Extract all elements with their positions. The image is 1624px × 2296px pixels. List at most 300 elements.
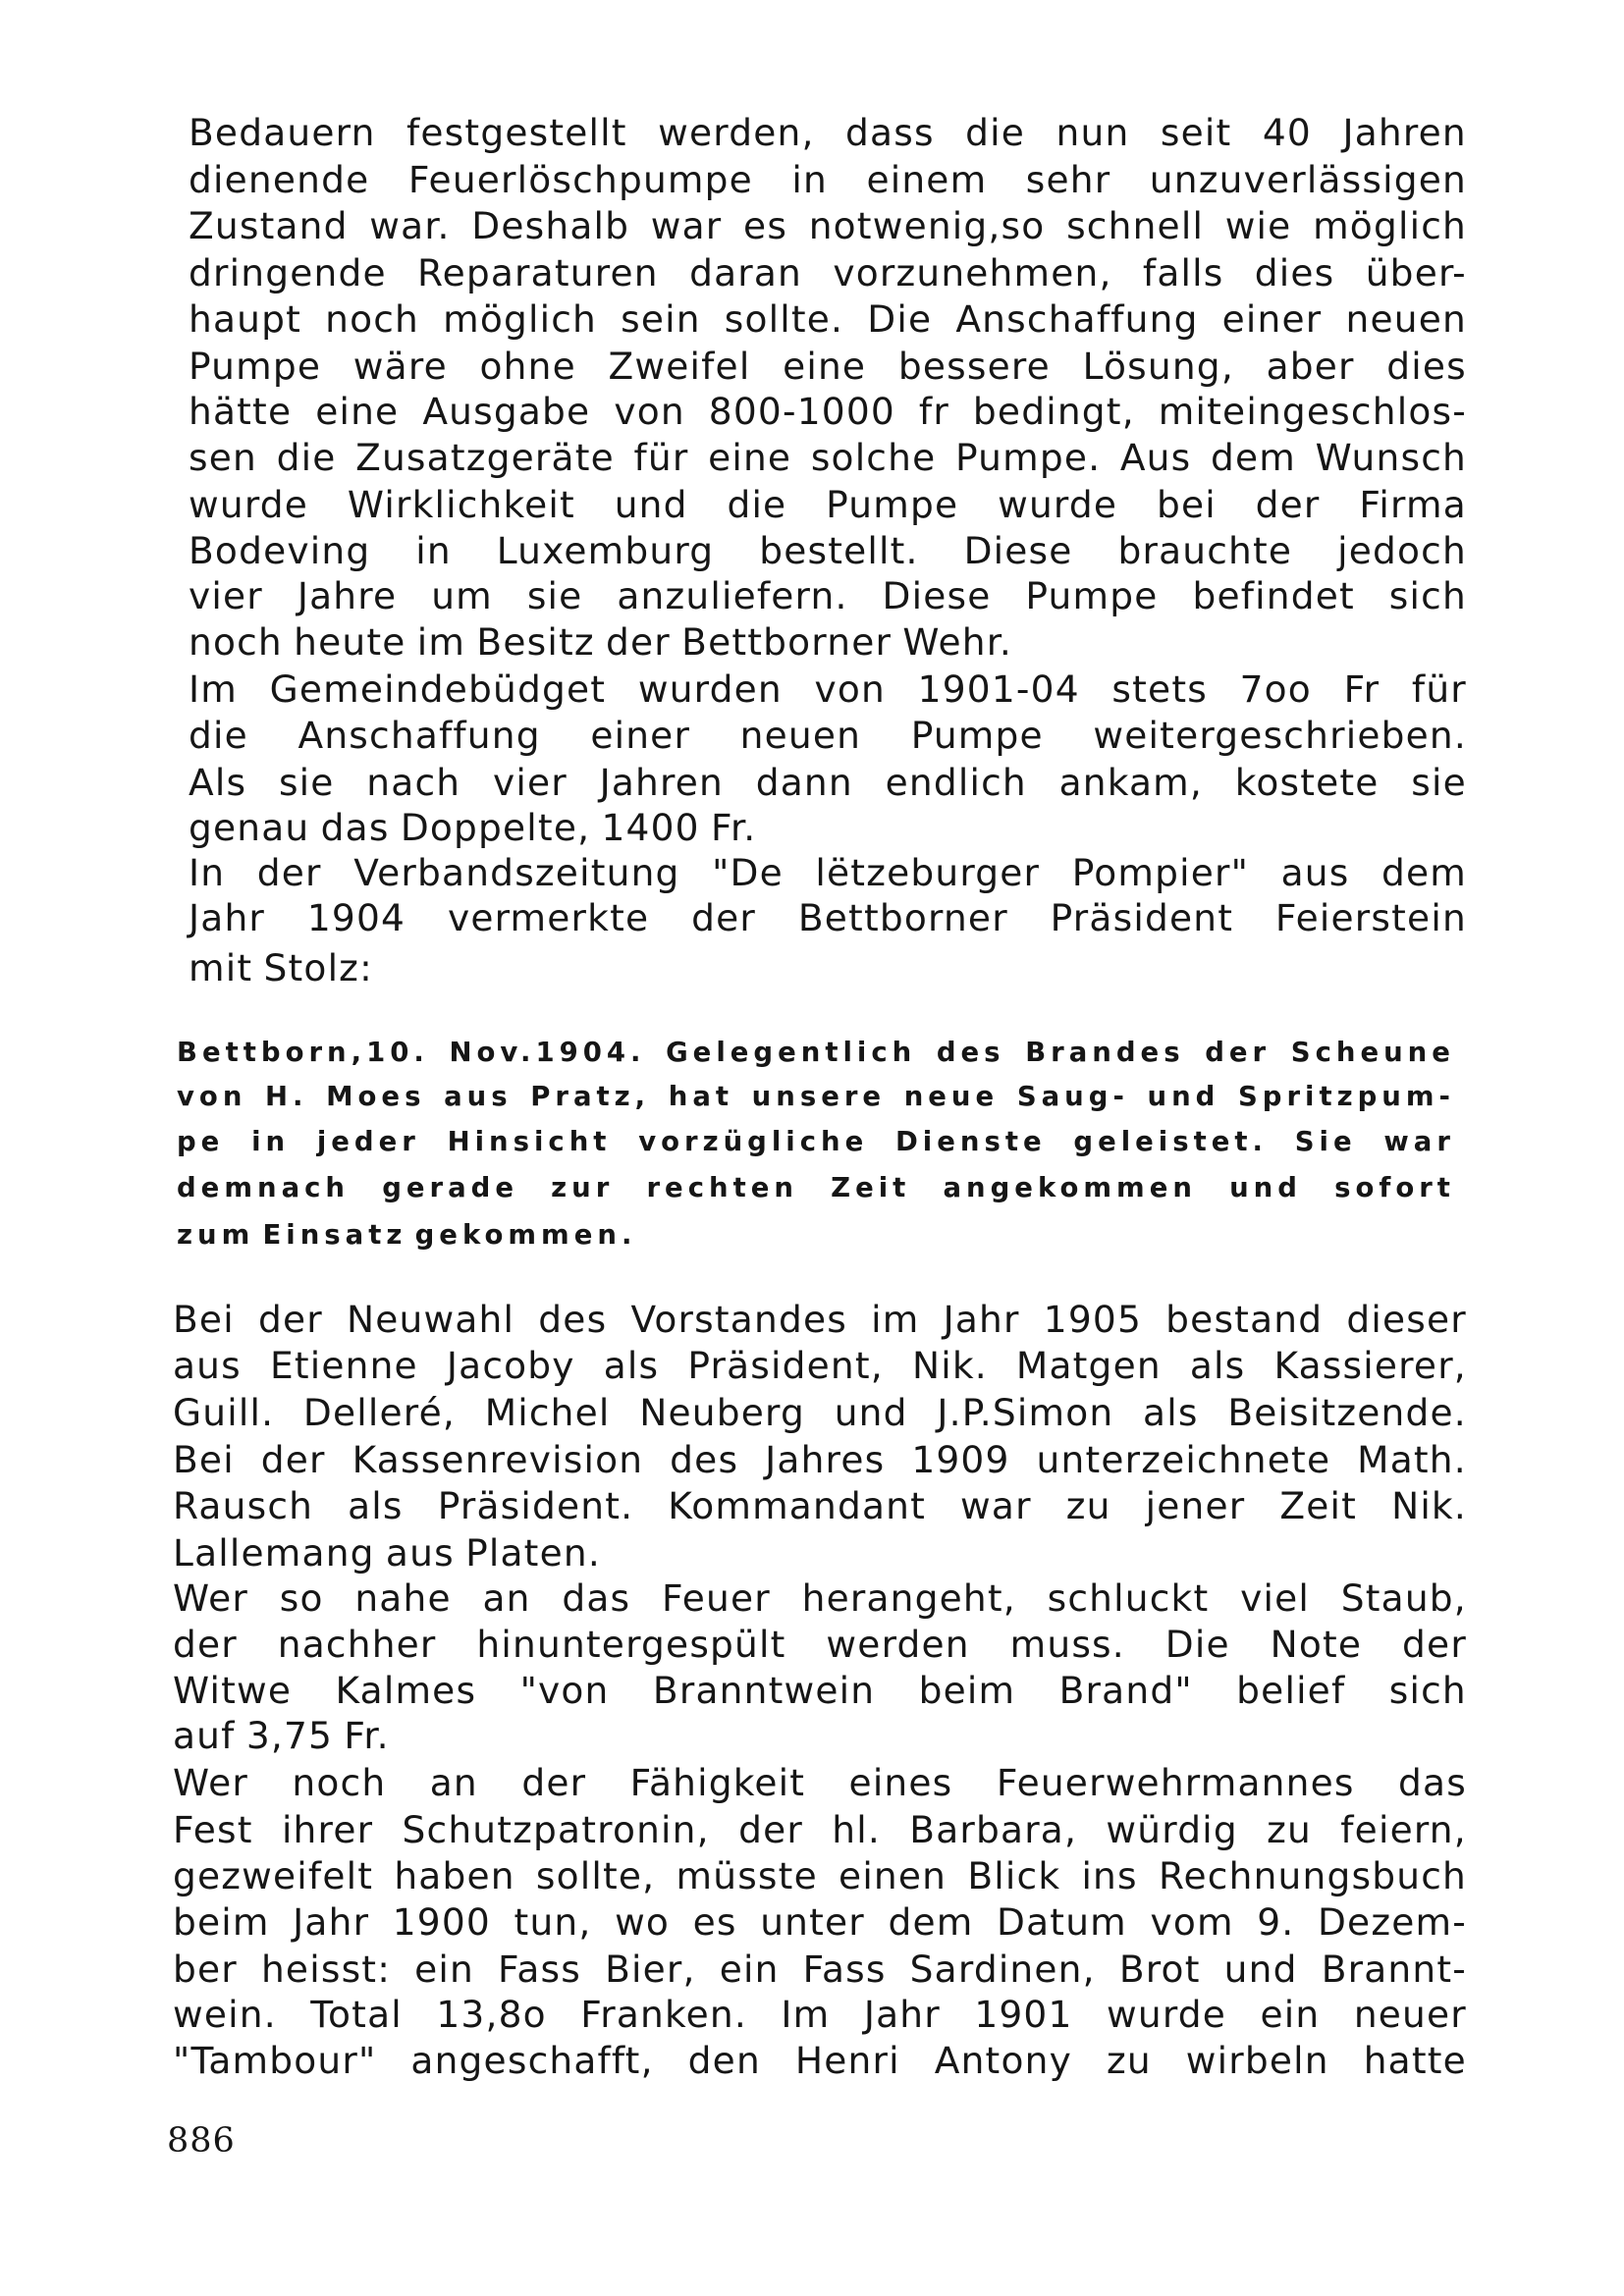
word: Nik. xyxy=(911,1344,988,1387)
word: jener xyxy=(1145,1484,1246,1527)
word: dringende xyxy=(189,251,387,294)
word: wie xyxy=(1224,204,1292,247)
word: falls xyxy=(1142,251,1224,294)
word: Neuwahl xyxy=(347,1298,515,1341)
word: bei xyxy=(1156,483,1217,526)
word: 1905 xyxy=(1043,1298,1143,1341)
word: war. xyxy=(369,204,451,247)
word: belief xyxy=(1236,1669,1346,1712)
word: weitergeschrieben. xyxy=(1093,714,1467,757)
word: einen xyxy=(839,1854,947,1897)
word: Fr xyxy=(1343,667,1380,711)
word: des xyxy=(936,1037,1005,1068)
word: H. xyxy=(265,1081,308,1112)
text-line xyxy=(173,1576,1467,1620)
word: Zusatzgeräte xyxy=(355,436,615,479)
text-line xyxy=(189,158,1467,201)
word: Reparaturen xyxy=(417,251,659,294)
word: an xyxy=(482,1576,531,1620)
word: als xyxy=(1189,1344,1246,1387)
word: und xyxy=(1147,1081,1220,1112)
word: nahe xyxy=(354,1576,452,1620)
word: ins xyxy=(1081,1854,1138,1897)
word: Branntwein xyxy=(652,1669,876,1712)
word: Sie xyxy=(1294,1126,1357,1157)
word: Brand" xyxy=(1058,1669,1193,1712)
word: hätte xyxy=(189,390,293,433)
text-line xyxy=(189,620,1467,664)
quote-line xyxy=(177,1219,1455,1251)
word: an xyxy=(429,1761,478,1804)
page-number: 886 xyxy=(167,2121,236,2161)
quote-line xyxy=(177,1081,1455,1112)
word: Note xyxy=(1270,1623,1363,1666)
word: Pumpe xyxy=(189,345,322,388)
word: der xyxy=(1205,1037,1272,1068)
word: neuer xyxy=(1353,1993,1467,2036)
word: Firma xyxy=(1359,483,1467,526)
word: herangeht, xyxy=(801,1576,1016,1620)
word: Jahr xyxy=(943,1298,1020,1341)
word: im xyxy=(871,1298,920,1341)
word: Barbara, xyxy=(909,1808,1078,1851)
word: nachher xyxy=(277,1623,437,1666)
word: dieser xyxy=(1346,1298,1467,1341)
word: Moes xyxy=(326,1081,426,1112)
word: Lösung, xyxy=(1082,345,1234,388)
word: wurde xyxy=(1107,1993,1227,2036)
word: des xyxy=(538,1298,608,1341)
word: demnach xyxy=(177,1172,351,1203)
word: über- xyxy=(1365,251,1467,294)
word: unter xyxy=(760,1900,865,1944)
word: Pratz, xyxy=(530,1081,651,1112)
word: Nov.1904. xyxy=(449,1037,646,1068)
text-line xyxy=(189,851,1467,894)
word: als xyxy=(603,1344,660,1387)
word: Guill. xyxy=(173,1391,275,1434)
word: Brannt- xyxy=(1321,1948,1467,1991)
word: Lallemang xyxy=(173,1531,375,1575)
word: Jahren xyxy=(1342,111,1467,154)
word: ein xyxy=(1260,1993,1321,2036)
quote-line xyxy=(177,1126,1455,1157)
word: vermerkte xyxy=(447,896,650,939)
word: notwenig,so xyxy=(808,204,1046,247)
word: Kommandant xyxy=(668,1484,927,1527)
word: zum xyxy=(177,1219,255,1251)
word: Fest xyxy=(173,1808,253,1851)
text-line xyxy=(189,436,1467,479)
word: Jahr xyxy=(293,1900,370,1944)
word: 13,8o xyxy=(436,1993,547,2036)
word: von xyxy=(614,390,685,433)
text-line xyxy=(173,1669,1467,1712)
word: gerade xyxy=(382,1172,518,1203)
word: Gelegentlich xyxy=(666,1037,917,1068)
word: ein xyxy=(414,1948,474,1991)
word: sein xyxy=(621,297,701,341)
word: die xyxy=(189,714,248,757)
word: feiern, xyxy=(1340,1808,1467,1851)
word: einer xyxy=(1221,297,1323,341)
word: unsere xyxy=(751,1081,887,1112)
text-line xyxy=(173,1391,1467,1434)
word: wo xyxy=(615,1900,671,1944)
word: die xyxy=(276,436,337,479)
word: sen xyxy=(189,436,257,479)
word: jedoch xyxy=(1337,529,1467,572)
word: Total xyxy=(310,1993,403,2036)
word: im xyxy=(416,620,466,664)
word: um xyxy=(431,574,493,617)
word: der xyxy=(256,851,322,894)
word: Bedauern xyxy=(189,111,376,154)
word: aus xyxy=(173,1344,242,1387)
word: Präsident. xyxy=(437,1484,634,1527)
text-line xyxy=(189,714,1467,757)
word: Blick xyxy=(967,1854,1061,1897)
word: Vorstandes xyxy=(630,1298,847,1341)
word: mit xyxy=(189,946,253,989)
word: für xyxy=(1411,667,1467,711)
word: einem xyxy=(866,158,988,201)
word: wäre xyxy=(352,345,448,388)
word: anzuliefern. xyxy=(617,574,848,617)
word: vier xyxy=(189,574,263,617)
word: In xyxy=(189,851,226,894)
word: pe xyxy=(177,1126,225,1157)
word: Pumpe xyxy=(910,714,1044,757)
text-line xyxy=(189,806,1467,849)
text-line xyxy=(173,1344,1467,1387)
text-line xyxy=(189,667,1467,711)
word: befindet xyxy=(1192,574,1355,617)
word: in xyxy=(791,158,828,201)
word: der xyxy=(260,1438,326,1481)
word: der xyxy=(606,620,671,664)
word: ein xyxy=(719,1948,780,1991)
word: Diese xyxy=(882,574,992,617)
word: Etienne xyxy=(269,1344,418,1387)
word: unzuverlässigen xyxy=(1149,158,1467,201)
word: Henri xyxy=(794,2039,900,2082)
word: Kassenrevision xyxy=(352,1438,644,1481)
word: den xyxy=(687,2039,761,2082)
word: daran xyxy=(689,251,803,294)
word: ankam, xyxy=(1058,761,1204,804)
word: neue xyxy=(903,1081,1000,1112)
word: Jahres xyxy=(765,1438,886,1481)
word: in xyxy=(415,529,452,572)
word: Datum xyxy=(997,1900,1127,1944)
word: eines xyxy=(848,1761,953,1804)
text-line xyxy=(189,761,1467,804)
word: Diese xyxy=(963,529,1073,572)
text-line xyxy=(173,1854,1467,1897)
word: die xyxy=(727,483,787,526)
word: Bettborn,10. xyxy=(177,1037,429,1068)
word: 40 xyxy=(1262,111,1312,154)
word: für xyxy=(633,436,689,479)
word: das xyxy=(1398,1761,1467,1804)
word: wurde xyxy=(189,483,309,526)
word: Wer xyxy=(173,1576,248,1620)
word: als xyxy=(348,1484,404,1527)
word: Pompier" xyxy=(1071,851,1250,894)
word: stets xyxy=(1111,667,1208,711)
word: Zeit xyxy=(1279,1484,1358,1527)
word: der xyxy=(691,896,757,939)
text-line xyxy=(173,1993,1467,2036)
word: die xyxy=(965,111,1026,154)
word: noch xyxy=(325,297,420,341)
text-line xyxy=(173,1714,1467,1757)
text-line xyxy=(173,1900,1467,1944)
word: möglich xyxy=(443,297,597,341)
word: sollte, xyxy=(535,1854,656,1897)
word: möglich xyxy=(1313,204,1467,247)
word: endlich xyxy=(885,761,1027,804)
word: Anschaffung xyxy=(298,714,541,757)
word: dienende xyxy=(189,158,370,201)
word: haben xyxy=(394,1854,515,1897)
word: zur xyxy=(551,1172,615,1203)
text-line xyxy=(173,1438,1467,1481)
text-line xyxy=(189,111,1467,154)
text-line xyxy=(173,1623,1467,1666)
word: Luxemburg xyxy=(496,529,715,572)
word: Bei xyxy=(173,1438,235,1481)
word: wurden xyxy=(637,667,783,711)
word: aber xyxy=(1266,345,1355,388)
word: genau xyxy=(189,806,310,849)
word: dem xyxy=(1210,436,1296,479)
word: einer xyxy=(590,714,691,757)
word: muss. xyxy=(1009,1623,1125,1666)
quote-line xyxy=(177,1037,1455,1068)
word: Bettborner xyxy=(797,896,1008,939)
word: werden, xyxy=(658,111,815,154)
word: sie xyxy=(526,574,583,617)
word: Bettborner xyxy=(681,620,893,664)
word: Stolz: xyxy=(263,946,373,989)
word: Ausgabe xyxy=(422,390,591,433)
word: Anschaffung xyxy=(955,297,1199,341)
word: sie xyxy=(1411,761,1467,804)
word: 1400 xyxy=(601,806,700,849)
word: Besitz xyxy=(476,620,595,664)
word: hl. xyxy=(832,1808,881,1851)
text-line xyxy=(189,251,1467,294)
word: Fr. xyxy=(710,806,757,849)
word: Bodeving xyxy=(189,529,371,572)
word: und xyxy=(1229,1172,1302,1203)
word: Math. xyxy=(1357,1438,1467,1481)
word: es xyxy=(743,204,788,247)
word: Verbandszeitung xyxy=(353,851,680,894)
word: der xyxy=(257,1298,323,1341)
word: Deshalb xyxy=(471,204,630,247)
word: bedingt, xyxy=(972,390,1135,433)
word: Kalmes xyxy=(335,1669,477,1712)
text-line xyxy=(173,1484,1467,1527)
word: seit xyxy=(1160,111,1232,154)
word: tun, xyxy=(514,1900,592,1944)
word: Antony xyxy=(934,2039,1072,2082)
word: Pumpe. xyxy=(954,436,1102,479)
word: 1901 xyxy=(974,1993,1073,2036)
text-line xyxy=(189,896,1467,939)
word: "De xyxy=(712,851,784,894)
word: noch xyxy=(189,620,283,664)
word: wein. xyxy=(173,1993,277,2036)
word: angeschafft, xyxy=(410,2039,654,2082)
word: sich xyxy=(1388,574,1467,617)
text-line xyxy=(189,483,1467,526)
word: ber xyxy=(173,1948,238,1991)
word: Michel xyxy=(484,1391,611,1434)
word: dies xyxy=(1386,345,1467,388)
word: Feuer xyxy=(662,1576,771,1620)
word: dem xyxy=(888,1900,974,1944)
word: noch xyxy=(292,1761,387,1804)
word: vier xyxy=(492,761,568,804)
word: aus xyxy=(385,1531,455,1575)
text-line xyxy=(173,2039,1467,2082)
word: der xyxy=(521,1761,587,1804)
word: Im xyxy=(189,667,238,711)
word: solche xyxy=(810,436,937,479)
word: so xyxy=(279,1576,324,1620)
word: aus xyxy=(1280,851,1350,894)
word: dies xyxy=(1254,251,1335,294)
word: Einsatz xyxy=(262,1219,407,1251)
word: müsste xyxy=(676,1854,818,1897)
word: Brot xyxy=(1118,1948,1201,1991)
word: Die xyxy=(867,297,933,341)
word: Als xyxy=(189,761,247,804)
word: Saug- xyxy=(1016,1081,1129,1112)
word: sehr xyxy=(1025,158,1111,201)
word: brauchte xyxy=(1117,529,1293,572)
text-line xyxy=(173,1531,1467,1575)
word: zu xyxy=(1106,2039,1152,2082)
word: hinuntergespült xyxy=(476,1623,786,1666)
word: Wehr. xyxy=(902,620,1012,664)
text-line xyxy=(173,1761,1467,1804)
word: Zeit xyxy=(831,1172,911,1203)
word: dem xyxy=(1380,851,1467,894)
word: 1900 xyxy=(392,1900,491,1944)
word: der xyxy=(1402,1623,1467,1666)
word: es xyxy=(692,1900,737,1944)
word: beim xyxy=(173,1900,270,1944)
word: miteingeschlos- xyxy=(1158,390,1467,433)
word: Fass xyxy=(802,1948,887,1991)
word: unterzeichnete xyxy=(1036,1438,1331,1481)
word: Sardinen, xyxy=(909,1948,1096,1991)
word: der xyxy=(1255,483,1321,526)
word: 800-1000 xyxy=(708,390,895,433)
word: und xyxy=(1223,1948,1298,1991)
word: der xyxy=(173,1623,238,1666)
word: eine xyxy=(708,436,792,479)
text-line xyxy=(189,574,1467,617)
word: neuen xyxy=(1345,297,1467,341)
word: kostete xyxy=(1234,761,1380,804)
word: auf xyxy=(173,1714,236,1757)
word: J.P.Simon xyxy=(937,1391,1114,1434)
word: geleistet. xyxy=(1073,1126,1268,1157)
word: beim xyxy=(918,1669,1016,1712)
word: rechten xyxy=(646,1172,798,1203)
word: Jahr xyxy=(189,896,266,939)
word: eine xyxy=(315,390,400,433)
word: Dienste xyxy=(894,1126,1047,1157)
word: nach xyxy=(366,761,461,804)
word: ihrer xyxy=(281,1808,374,1851)
word: war xyxy=(1383,1126,1455,1157)
word: eine xyxy=(783,345,867,388)
word: Neuberg xyxy=(639,1391,805,1434)
text-line xyxy=(189,345,1467,388)
word: angekommen xyxy=(943,1172,1197,1203)
text-line xyxy=(189,204,1467,247)
word: Nik. xyxy=(1391,1484,1467,1527)
word: Schutzpatronin, xyxy=(402,1808,710,1851)
word: das xyxy=(562,1576,631,1620)
word: Wer xyxy=(173,1761,248,1804)
text-line xyxy=(189,529,1467,572)
word: war xyxy=(960,1484,1032,1527)
word: "Tambour" xyxy=(173,2039,377,2082)
word: Feierstein xyxy=(1274,896,1467,939)
word: lëtzeburger xyxy=(815,851,1041,894)
word: des xyxy=(670,1438,739,1481)
word: 7oo xyxy=(1239,667,1312,711)
word: jeder xyxy=(316,1126,420,1157)
word: aus xyxy=(444,1081,513,1112)
word: haupt xyxy=(189,297,302,341)
word: bestand xyxy=(1165,1298,1324,1341)
word: 1904 xyxy=(306,896,406,939)
word: Pumpe xyxy=(1025,574,1159,617)
word: fr xyxy=(918,390,949,433)
word: der xyxy=(738,1808,803,1851)
word: von xyxy=(177,1081,247,1112)
word: dann xyxy=(755,761,853,804)
word: schluckt xyxy=(1047,1576,1210,1620)
text-line xyxy=(189,946,1467,989)
word: Beisitzende. xyxy=(1227,1391,1467,1434)
word: Staub, xyxy=(1340,1576,1467,1620)
word: 9. xyxy=(1257,1900,1295,1944)
word: war xyxy=(650,204,723,247)
word: dass xyxy=(845,111,935,154)
text-line xyxy=(173,1948,1467,1991)
text-line xyxy=(189,297,1467,341)
word: würdig xyxy=(1106,1808,1238,1851)
word: Brandes xyxy=(1025,1037,1185,1068)
word: Doppelte, xyxy=(400,806,591,849)
word: Witwe xyxy=(173,1669,293,1712)
word: sie xyxy=(278,761,335,804)
word: Feuerlöschpumpe xyxy=(407,158,753,201)
word: Franken. xyxy=(580,1993,747,2036)
word: von xyxy=(814,667,887,711)
word: Gemeindebüdget xyxy=(269,667,607,711)
